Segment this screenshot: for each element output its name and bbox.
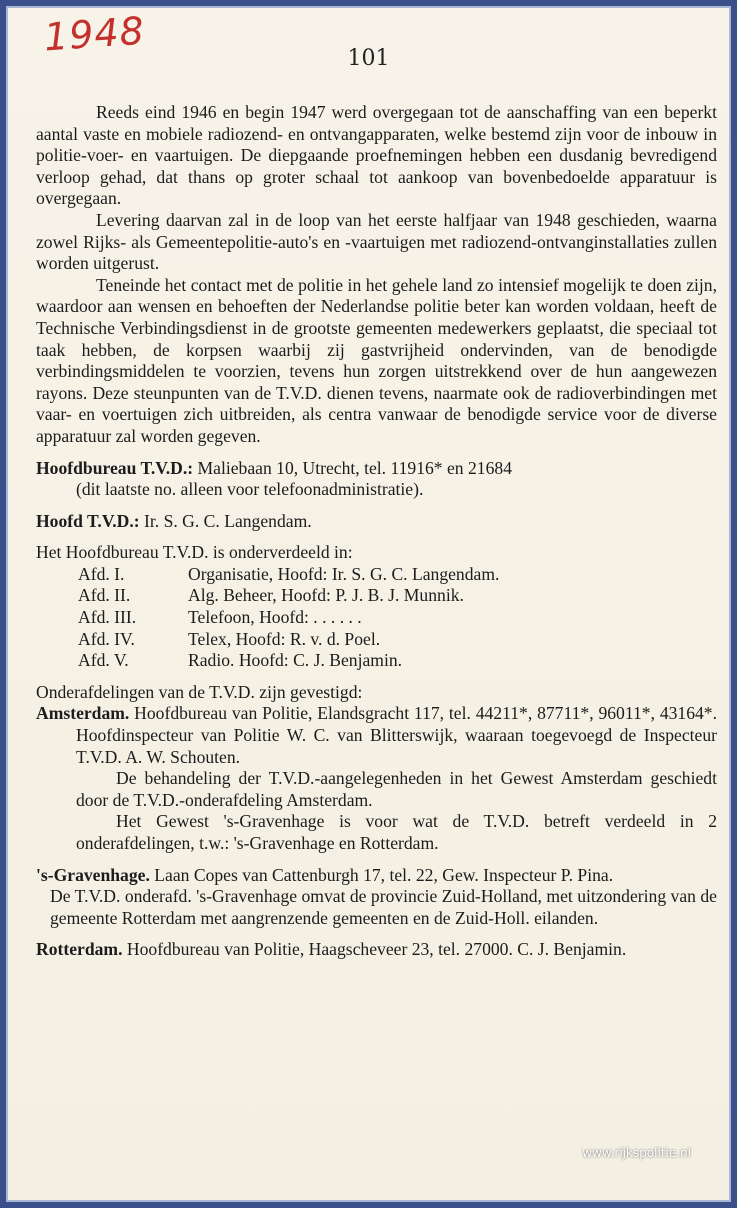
afdeling-item — [78, 564, 717, 586]
hoofdbureau-text: Maliebaan 10, Utrecht, tel. 11916* en 21684 — [197, 457, 512, 478]
afdeling-label: Afd. V. — [78, 650, 129, 671]
gravenhage-text: Laan Copes van Cattenburgh 17, tel. 22, Gew. Inspecteur P. Pina. — [154, 864, 614, 885]
afdeling-item — [78, 607, 717, 629]
gravenhage-note: De T.V.D. onderafd. 's-Gravenhage omvat de provincie Zuid-Holland, met uitzondering van de gemeente Rotterdam met aangrenzende gemeenten en de Zuid-Holl. eilanden. — [50, 886, 717, 928]
afdeling-text: Telex, Hoofd: R. v. d. Poel. — [188, 628, 381, 649]
amsterdam-text: Hoofdbureau van Politie, Elandsgracht 117, tel. 44211*, 87711*, 96011*, 43164*. Hoofdinspecteur van Politie W. C. van Blitterswijk, waaraan toegevoegd de Inspecteur T.V.D. A. W. Schouten. — [76, 703, 717, 767]
rotterdam-entry — [36, 939, 717, 961]
handwritten-year: 1948 — [42, 8, 147, 60]
page-content — [36, 102, 717, 961]
paragraph-2: Levering daarvan zal in de loop van het eerste halfjaar van 1948 geschieden, waarna zowel Rijks- als Gemeentepolitie-auto's en -vaartuigen met radiozend-ontvanginstallaties zullen worden uitgerust. — [36, 209, 717, 274]
afdeling-text: Organisatie, Hoofd: Ir. S. G. C. Langendam. — [188, 563, 500, 584]
website-watermark: www.rijkspolitie.nl — [582, 1146, 691, 1160]
paragraph-1: Reeds eind 1946 en begin 1947 werd overgegaan tot de aanschaffing van een beperkt aantal vaste en mobiele radiozend- en ontvangapparaten, welke bestemd zijn voor de inbouw in politie-voer- en vaartuigen. De diepgaande proefnemingen hebben een dusdanig bevredigend verloop gehad, dat thans op groter schaal tot aankoop van bovenbedoelde apparatuur is overgegaan. — [36, 102, 717, 209]
hoofd-entry — [36, 511, 717, 533]
afdeling-item — [78, 650, 717, 672]
gravenhage-entry — [36, 865, 717, 887]
afdeling-text: Alg. Beheer, Hoofd: P. J. B. J. Munnik. — [188, 585, 464, 606]
afdeling-label: Afd. III. — [78, 607, 137, 628]
afdeling-label: Afd. I. — [78, 563, 125, 584]
afdeling-item — [78, 629, 717, 651]
afdelingen-list — [36, 564, 717, 672]
rotterdam-text: Hoofdbureau van Politie, Haagscheveer 23, tel. 27000. C. J. Benjamin. — [126, 939, 627, 960]
afdelingen-intro: Het Hoofdbureau T.V.D. is onderverdeeld in: — [36, 542, 353, 563]
paragraph-3: Teneinde het contact met de politie in het gehele land zo intensief mogelijk te doen zijn, waardoor aan wensen en behoeften der Nederlandse politie beter kan worden voldaan, heeft de Technische Verbindingsdienst in de grootste gemeenten medewerkers geplaatst, die speciaal tot taak hebben, de korpsen waarbij zij gastvrijheid ondervinden, van de benodigde verbindingsmiddelen te voorzien, tevens hun zorgen uitstrekkend over de hun aangewezen rayons. Deze steunpunten van de T.V.D. dienen tevens, naarmate ook de radioverbindingen met vaar- en voertuigen zich uitbreiden, als centra vanwaar de benodigde service voor de diverse apparatuur zal worden gegeven. — [36, 274, 717, 446]
afdeling-label: Afd. II. — [78, 585, 131, 606]
gravenhage-label: 's-Gravenhage. — [36, 864, 150, 885]
hoofd-label: Hoofd T.V.D.: — [36, 510, 140, 531]
afdeling-text: Radio. Hoofd: C. J. Benjamin. — [188, 650, 403, 671]
rotterdam-label: Rotterdam. — [36, 939, 123, 960]
afdeling-label: Afd. IV. — [78, 628, 135, 649]
afdeling-text: Telefoon, Hoofd: . . . . . . — [188, 607, 362, 628]
hoofd-text: Ir. S. G. C. Langendam. — [144, 510, 312, 531]
amsterdam-note-1: De behandeling der T.V.D.-aangelegenheden in het Gewest Amsterdam geschiedt door de T.V.D.-onderafdeling Amsterdam. — [76, 768, 717, 810]
amsterdam-note-2: Het Gewest 's-Gravenhage is voor wat de T.V.D. betreft verdeeld in 2 onderafdelingen, t.w.: 's-Gravenhage en Rotterdam. — [76, 811, 717, 853]
page-number: 101 — [347, 46, 390, 71]
hoofdbureau-entry — [36, 458, 717, 501]
hoofdbureau-label: Hoofdbureau T.V.D.: — [36, 457, 194, 478]
hoofdbureau-note: (dit laatste no. alleen voor telefoonadministratie). — [76, 479, 424, 500]
amsterdam-label: Amsterdam. — [36, 703, 130, 724]
afdeling-item — [78, 585, 717, 607]
amsterdam-entry — [36, 703, 717, 768]
onderafdelingen-intro: Onderafdelingen van de T.V.D. zijn gevestigd: — [36, 681, 363, 702]
